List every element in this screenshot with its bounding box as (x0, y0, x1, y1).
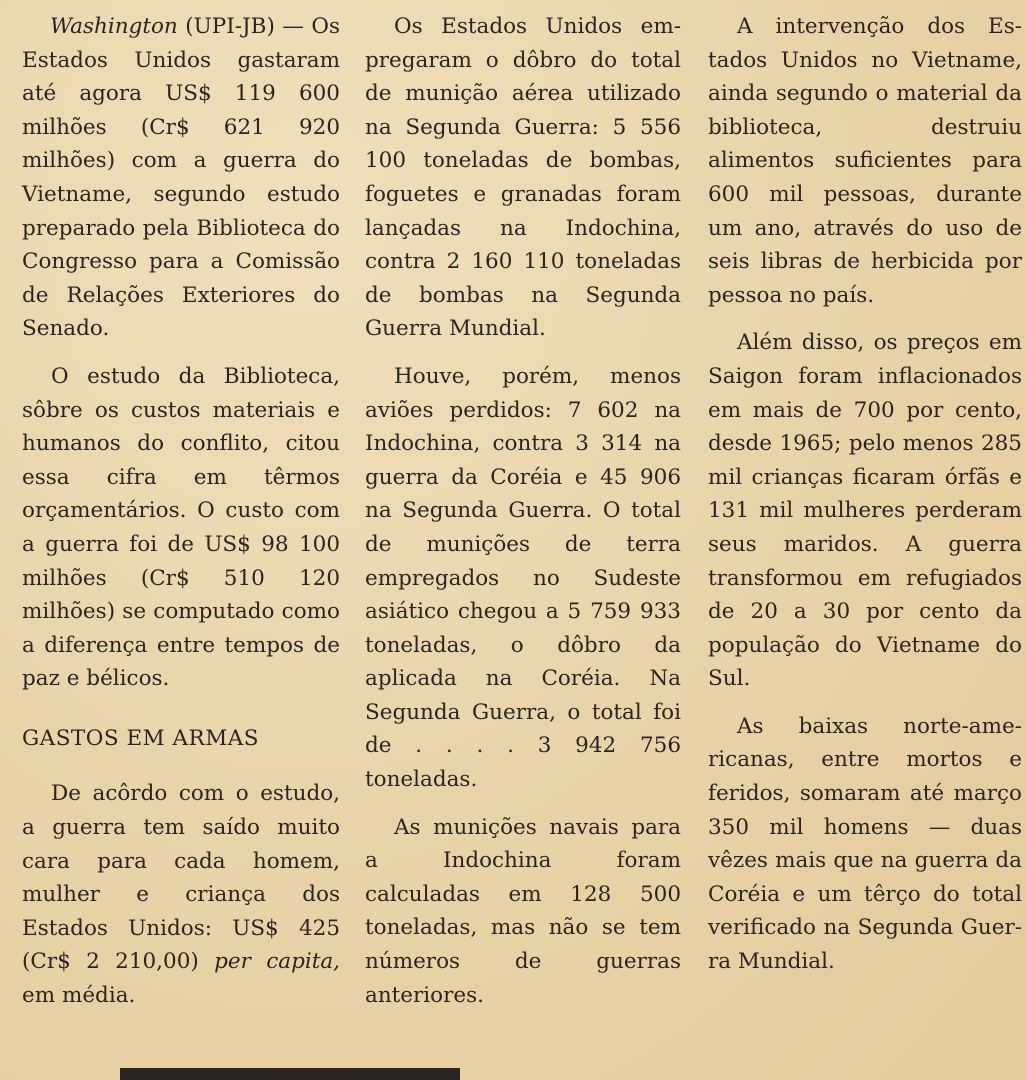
column-3 (708, 10, 1022, 979)
dateline: Washington (49, 14, 178, 39)
paragraph (22, 777, 340, 1012)
paragraph: Os Estados Unidos empregaram o dôbro do total de munição aérea utilizado na Segunda Guerra: 5 556 100 toneladas de bombas, foguetes e granadas foram lançadas na Indochina, contra 2 160 110 toneladas de bombas na Segunda Guerra Mundial. (365, 14, 681, 342)
paragraph: O estudo da Biblioteca, sôbre os custos materiais e humanos do conflito, citou essa cifra em têrmos orçamentários. O custo com a guerra foi de US$ 98 100 milhões (Cr$ 510 120 milhões) se computado como a diferença entre tempos de paz e bélicos. (22, 363, 340, 692)
paragraph-text: De acôrdo com o estudo, a guerra tem saído muito cara para cada homem, mulher e criança dos Estados Unidos: US$ 425 (Cr$ 2 210,00) (22, 781, 340, 975)
column-2 (365, 10, 681, 1012)
paragraph: As baixas norte-americanas, entre mortos e feridos, somaram até março 350 mil homens — duas vêzes mais que na guerra da Coréia e um têrço do total verificado na Segunda Guerra Mundial. (708, 713, 1022, 975)
paragraph: As munições navais para a Indochina foram calculadas em 128 500 toneladas, mas não se tem números de guerras anteriores. (365, 814, 681, 1008)
paragraph-text: — Os Estados Unidos gastaram até agora US$ 119 600 milhões (Cr$ 621 920 milhões) com a guerra do Vietname, segundo estudo preparado pela Biblioteca do Congresso para a Comissão de Relações Exteriores do Senado. (22, 14, 340, 342)
column-1 (22, 10, 340, 1013)
paragraph (22, 10, 340, 346)
italic-term: per capita, (214, 949, 340, 975)
paragraph: A intervenção dos Estados Unidos no Vietname, ainda segundo o material da biblioteca, destruiu alimentos suficientes para 600 mil pessoas, durante um ano, através do uso de seis libras de herbicida por pessoa no país. (708, 14, 1022, 308)
news-agency: (UPI-JB) (185, 14, 275, 39)
section-heading: GASTOS EM ARMAS (22, 725, 259, 751)
paragraph: Além disso, os preços em Saigon foram inflacionados em mais de 700 por cento, desde 1965; pelo menos 285 mil crianças ficaram órfãs e 131 mil mulheres perderam seus maridos. A guerra transformou em refugiados de 20 a 30 por cento da população do Vietname do Sul. (708, 330, 1022, 692)
paragraph-text: em média. (22, 983, 136, 1009)
page-edge-shadow (120, 1068, 460, 1080)
paragraph: Houve, porém, menos aviões perdidos: 7 602 na Indochina, contra 3 314 na guerra da Coréia e 45 906 na Segunda Guerra. O total de munições de terra empregados no Sudeste asiático chegou a 5 759 933 toneladas, o dôbro da aplicada na Coréia. Na Segunda Guerra, o total foi de . . . . 3 942 756 toneladas. (365, 363, 681, 793)
